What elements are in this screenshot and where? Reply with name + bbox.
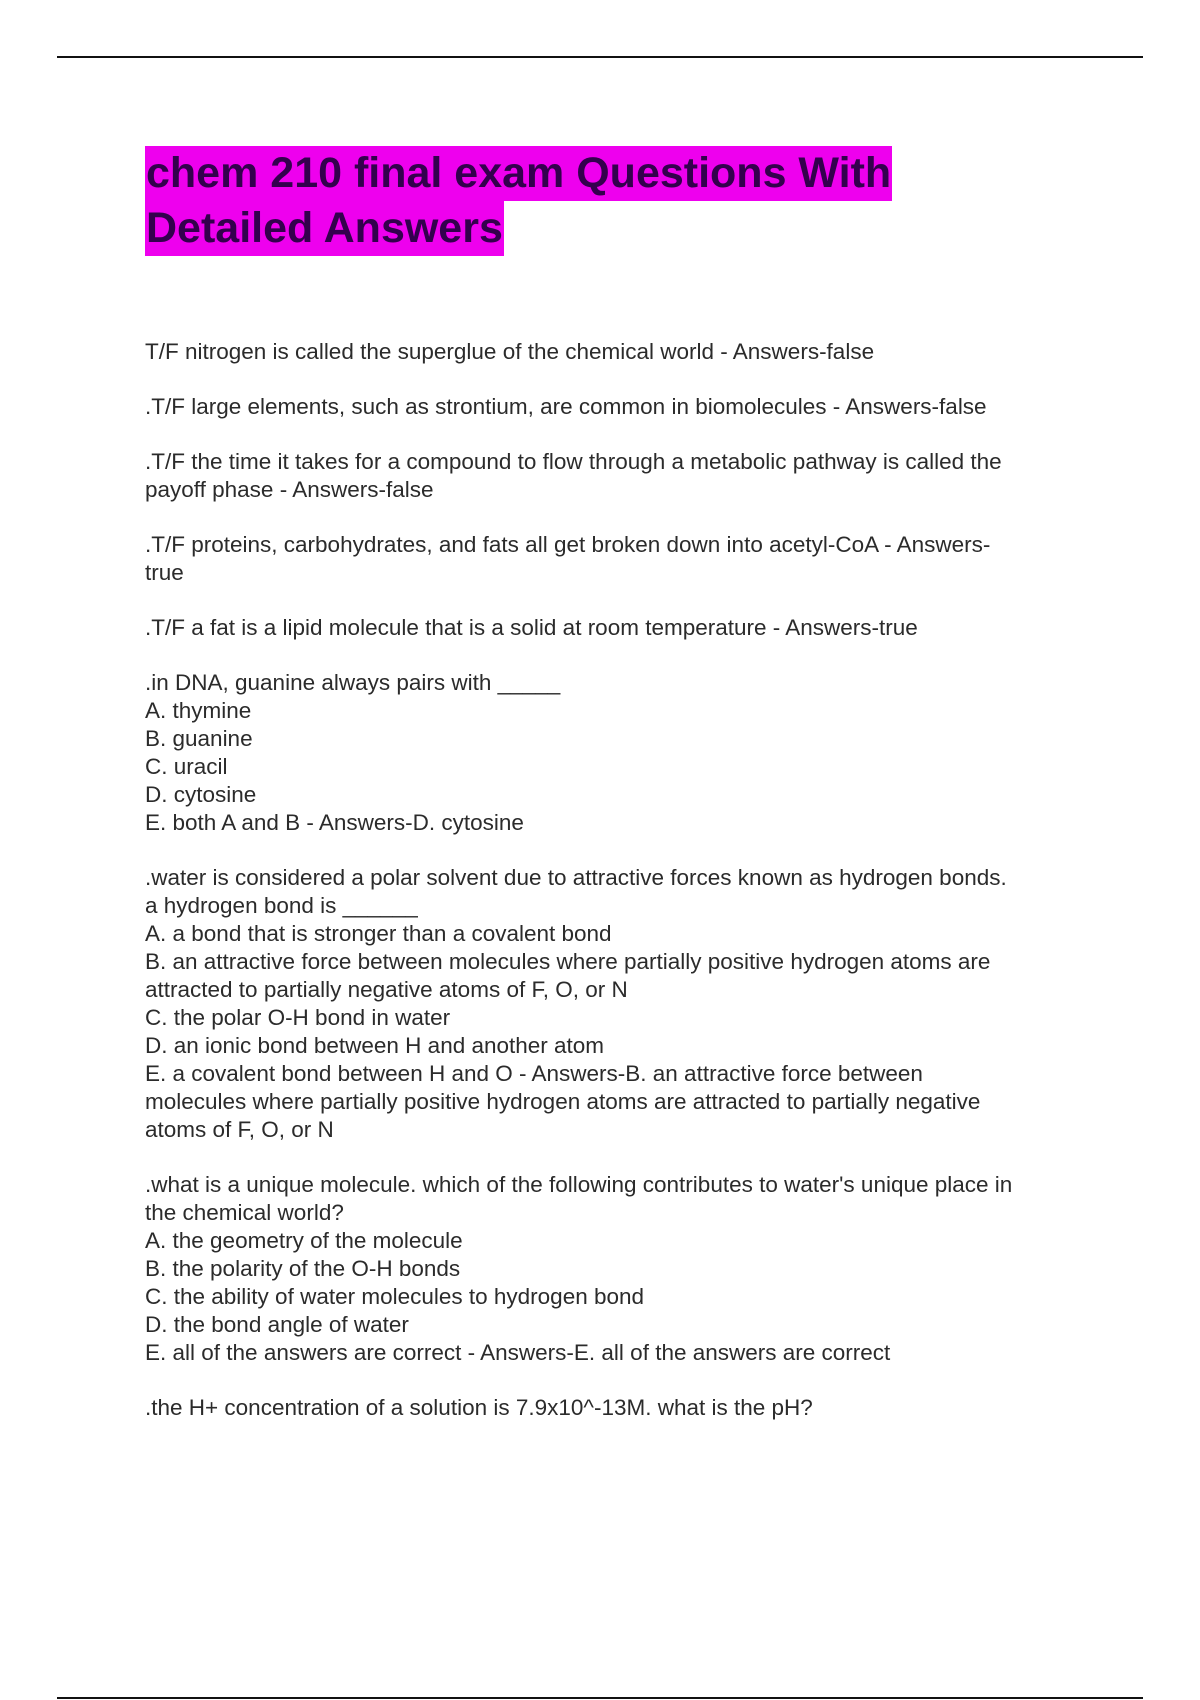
question-block bbox=[145, 448, 1095, 504]
question-text-line: A. thymine bbox=[145, 698, 252, 723]
question-block bbox=[145, 669, 1095, 837]
question-text-line: .the H+ concentration of a solution is 7.9x10^-13M. what is the pH? bbox=[145, 1395, 813, 1420]
question-text-line: atoms of F, O, or N bbox=[145, 1117, 334, 1142]
question-block bbox=[145, 1394, 1095, 1422]
question-text-line: payoff phase - Answers-false bbox=[145, 477, 434, 502]
question-text-line: C. the ability of water molecules to hydrogen bond bbox=[145, 1284, 645, 1309]
question-text-line: B. guanine bbox=[145, 726, 253, 751]
question-text-line: .T/F a fat is a lipid molecule that is a solid at room temperature - Answers-true bbox=[145, 615, 918, 640]
question-block bbox=[145, 338, 1095, 366]
question-text-line: attracted to partially negative atoms of F, O, or N bbox=[145, 977, 628, 1002]
question-text-line: .water is considered a polar solvent due to attractive forces known as hydrogen bonds. bbox=[145, 865, 1007, 890]
question-text-line: A. a bond that is stronger than a covalent bond bbox=[145, 921, 612, 946]
question-text-line: B. the polarity of the O-H bonds bbox=[145, 1256, 461, 1281]
question-block bbox=[145, 1171, 1095, 1367]
question-text-line: molecules where partially positive hydrogen atoms are attracted to partially negative bbox=[145, 1089, 981, 1114]
question-block bbox=[145, 531, 1095, 587]
question-text-line: true bbox=[145, 560, 184, 585]
question-text-line: C. uracil bbox=[145, 754, 228, 779]
question-text-line: D. cytosine bbox=[145, 782, 257, 807]
page-title bbox=[145, 146, 1005, 256]
bottom-rule bbox=[57, 1697, 1143, 1699]
question-text-line: the chemical world? bbox=[145, 1200, 344, 1225]
title-line-1: chem 210 final exam Questions With bbox=[145, 146, 892, 201]
title-line-2: Detailed Answers bbox=[145, 201, 504, 256]
question-block bbox=[145, 864, 1095, 1144]
question-text-line: T/F nitrogen is called the superglue of the chemical world - Answers-false bbox=[145, 339, 875, 364]
question-text-line: E. a covalent bond between H and O - Answers-B. an attractive force between bbox=[145, 1061, 923, 1086]
question-block bbox=[145, 614, 1095, 642]
question-text-line: .T/F proteins, carbohydrates, and fats all get broken down into acetyl-CoA - Answers- bbox=[145, 532, 991, 557]
question-block bbox=[145, 393, 1095, 421]
question-text-line: a hydrogen bond is ______ bbox=[145, 893, 418, 918]
top-rule bbox=[57, 56, 1143, 58]
question-text-line: D. an ionic bond between H and another atom bbox=[145, 1033, 605, 1058]
question-text-line: .T/F large elements, such as strontium, are common in biomolecules - Answers-false bbox=[145, 394, 987, 419]
question-text-line: D. the bond angle of water bbox=[145, 1312, 409, 1337]
question-text-line: .T/F the time it takes for a compound to flow through a metabolic pathway is called the bbox=[145, 449, 1002, 474]
question-text-line: .what is a unique molecule. which of the following contributes to water's unique place in bbox=[145, 1172, 1013, 1197]
question-text-line: C. the polar O-H bond in water bbox=[145, 1005, 451, 1030]
question-text-line: A. the geometry of the molecule bbox=[145, 1228, 463, 1253]
question-text-line: E. all of the answers are correct - Answers-E. all of the answers are correct bbox=[145, 1340, 891, 1365]
question-list bbox=[145, 338, 1095, 1449]
question-text-line: E. both A and B - Answers-D. cytosine bbox=[145, 810, 524, 835]
question-text-line: .in DNA, guanine always pairs with _____ bbox=[145, 670, 561, 695]
question-text-line: B. an attractive force between molecules where partially positive hydrogen atoms are bbox=[145, 949, 991, 974]
